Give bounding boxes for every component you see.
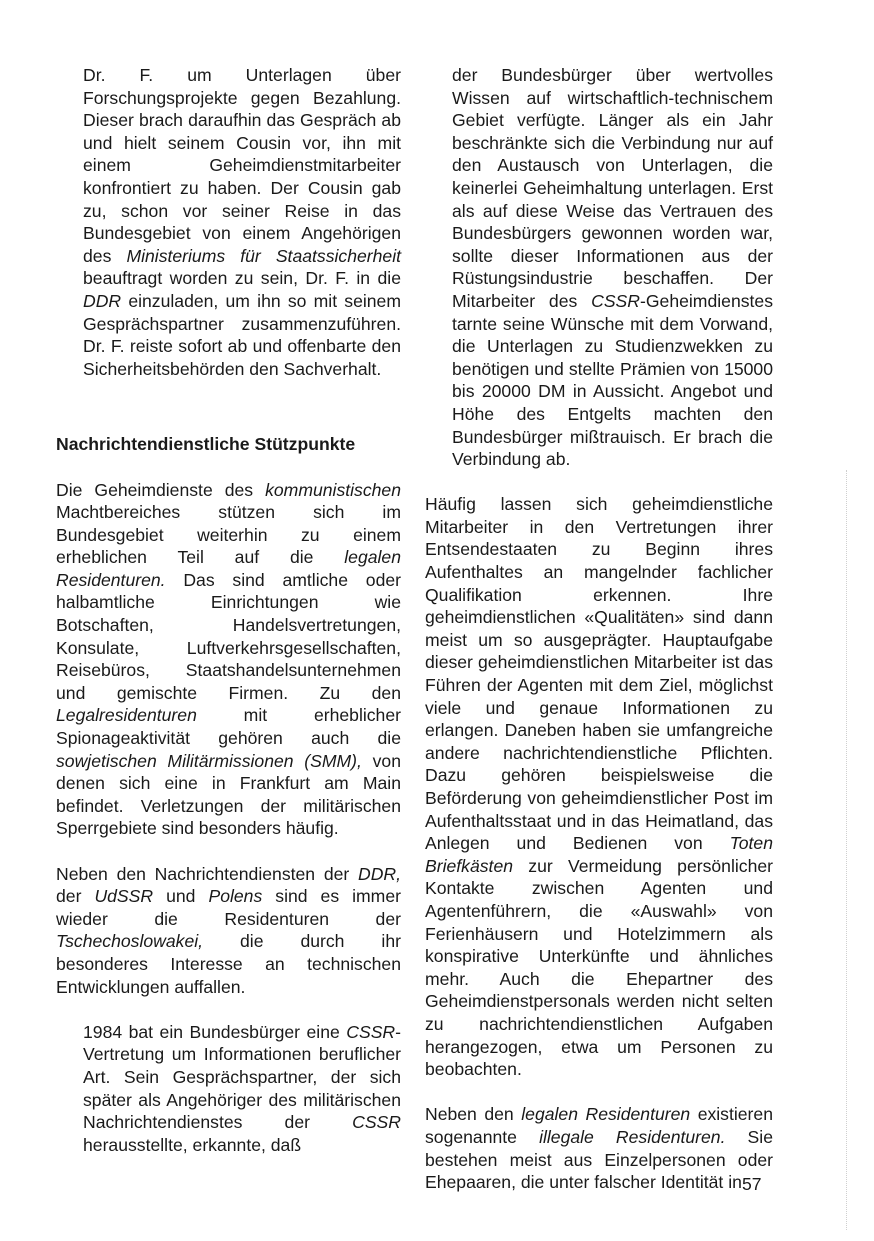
indented-paragraph xyxy=(56,1021,401,1157)
text-run: der Bundesbürger über wertvolles Wissen auf wirtschaftlich-technischem Gebiet verfügte. Länger als ein Jahr beschränkte sich die Verbindung nur auf den Austausch von Unterlagen, die keinerlei Geheimhaltung unterlagen. Erst als auf diese Weise das Vertrauen des Bundesbürgers gewonnen worden war, sollte dieser Informationen aus der Rüstungsindustrie beschaffen. Der Mitarbeiter des xyxy=(452,65,773,311)
text-run: existieren sogenannte xyxy=(425,1104,773,1147)
paragraph xyxy=(425,1103,773,1193)
text-run: -Geheimdienstes tarnte seine Wünsche mit dem Vorwand, die Unterlagen zu Studienzwekken zu benötigen und stellte Prämien von 15000 bis 20000 DM in Aussicht. Angebot und Höhe des Entgelts machten den Bundesbürger mißtrauisch. Er brach die Verbindung ab. xyxy=(452,290,773,470)
indented-paragraph xyxy=(56,64,401,380)
indented-paragraph xyxy=(425,64,773,471)
text-run: von denen sich eine in Frankfurt am Main befindet. Verletzungen der militärischen Sperrgebiete sind besonders häufig. xyxy=(56,750,401,839)
text-run: sind es immer wieder die Residenturen der xyxy=(56,886,401,929)
text-run: Die Geheimdienste des xyxy=(56,479,266,500)
text-run: Machtbereiches stützen sich im Bundesgebiet weiterhin zu einem erheblichen Teil auf die xyxy=(56,502,401,568)
text-run: der xyxy=(56,886,95,907)
text-run: beauftragt worden zu sein, Dr. F. in die xyxy=(83,268,401,289)
text-run: zur Vermeidung persönlicher Kontakte zwischen Agenten und Agentenführern, die «Auswahl» von Ferienhäusern und Hotelzimmern als konspirative Unterkünfte und ähnliches mehr. Auch die Ehepartner des Geheimdienstpersonals werden nicht selten zu nachrichtendienstlichen Aufgaben herangezogen, etwa um Personen zu beobachten. xyxy=(425,855,773,1080)
emphasis-text: sowjetischen Militärmissionen (SMM), xyxy=(56,750,362,771)
paragraph xyxy=(425,493,773,1080)
emphasis-text: UdSSR xyxy=(94,886,154,907)
text-run: mit erheblicher Spionageaktivität gehören auch die xyxy=(56,705,401,749)
section-heading: Nachrichtendienstliche Stützpunkte xyxy=(56,434,356,455)
emphasis-text: Ministeriums für Staatssicherheit xyxy=(126,245,401,266)
text-run: Dr. F. um Unterlagen über Forschungsprojekte gegen Bezahlung. Dieser brach daraufhin das Gespräch ab und hielt seinem Cousin vor, ihn mit einem Geheimdienstmitarbeiter konfrontiert zu haben. Der Cousin gab zu, schon vor seiner Reise in das Bundesgebiet von einem Angehörigen des xyxy=(83,65,401,266)
text-run: herausstellte, erkannte, daß xyxy=(83,1134,302,1155)
text-run: und xyxy=(153,886,209,907)
text-run: einzuladen, um ihn so mit seinem Gesprächspartner zusammenzuführen. Dr. F. reiste sofort ab und offenbarte den Sicherheitsbehörden den Sachverhalt. xyxy=(83,290,401,379)
emphasis-text: kommunistischen xyxy=(265,479,401,500)
page-number: 57 xyxy=(742,1174,762,1194)
text-run: Häufig lassen sich geheimdienstliche Mitarbeiter in den Vertretungen ihrer Entsendestaaten zu Beginn ihres Aufenthaltes an mangelnder fachlicher Qualifikation erkennen. Ihre geheimdienstlichen «Qualitäten» sind dann meist um so ausgeprägter. Hauptaufgabe dieser geheimdienstlichen Mitarbeiter ist das Führen der Agenten mit dem Ziel, möglichst viele und genaue Informationen zu erlangen. Daneben haben sie umfangreiche andere nachrichtendienstliche Pflichten. Dazu gehören beispielsweise die Beförderung von geheimdienstlicher Post im Aufenthaltsstaat und in das Heimatland, das Anlegen und Bedienen von xyxy=(425,494,773,854)
paragraph xyxy=(56,863,401,999)
emphasis-text: legalen Residenturen xyxy=(521,1104,691,1125)
left-column xyxy=(56,64,401,1156)
emphasis-text: CSSR xyxy=(352,1112,401,1133)
text-run: Neben den xyxy=(425,1104,522,1125)
text-run: Neben den Nachrichtendiensten der xyxy=(56,863,358,884)
emphasis-text: legalen Residenturen. xyxy=(56,547,401,590)
text-run: Das sind amtliche oder halbamtliche Einrichtungen wie Botschaften, Handelsvertretungen, Konsulate, Luftverkehrsgesellschaften, Reisebüros, Staatshandelsunternehmen und gemischte Firmen. Zu den xyxy=(56,569,401,703)
emphasis-text: Toten Briefkästen xyxy=(425,833,773,876)
emphasis-text: Tschechoslowakei, xyxy=(56,931,204,952)
emphasis-text: DDR, xyxy=(357,863,401,884)
text-run: -Vertretung um Informationen beruflicher Art. Sein Gesprächspartner, der sich später als Angehöriger des militärischen Nachrichtendienstes der xyxy=(83,1021,401,1133)
emphasis-text: DDR xyxy=(83,290,122,311)
right-column xyxy=(425,64,773,1194)
text-run: Sie bestehen meist aus Einzelpersonen oder Ehepaaren, die unter falscher Identität in xyxy=(425,1126,773,1193)
emphasis-text: Legalresidenturen xyxy=(56,705,197,726)
emphasis-text: CSSR xyxy=(346,1021,396,1042)
page-edge-line xyxy=(846,470,847,1230)
text-run: die durch ihr besonderes Interesse an technischen Entwicklungen auffallen. xyxy=(56,931,401,997)
emphasis-text: illegale Residenturen. xyxy=(539,1126,726,1147)
text-run: 1984 bat ein Bundesbürger eine xyxy=(83,1021,347,1042)
emphasis-text: CSSR xyxy=(591,290,640,311)
emphasis-text: Polens xyxy=(208,886,263,907)
paragraph xyxy=(56,479,401,841)
